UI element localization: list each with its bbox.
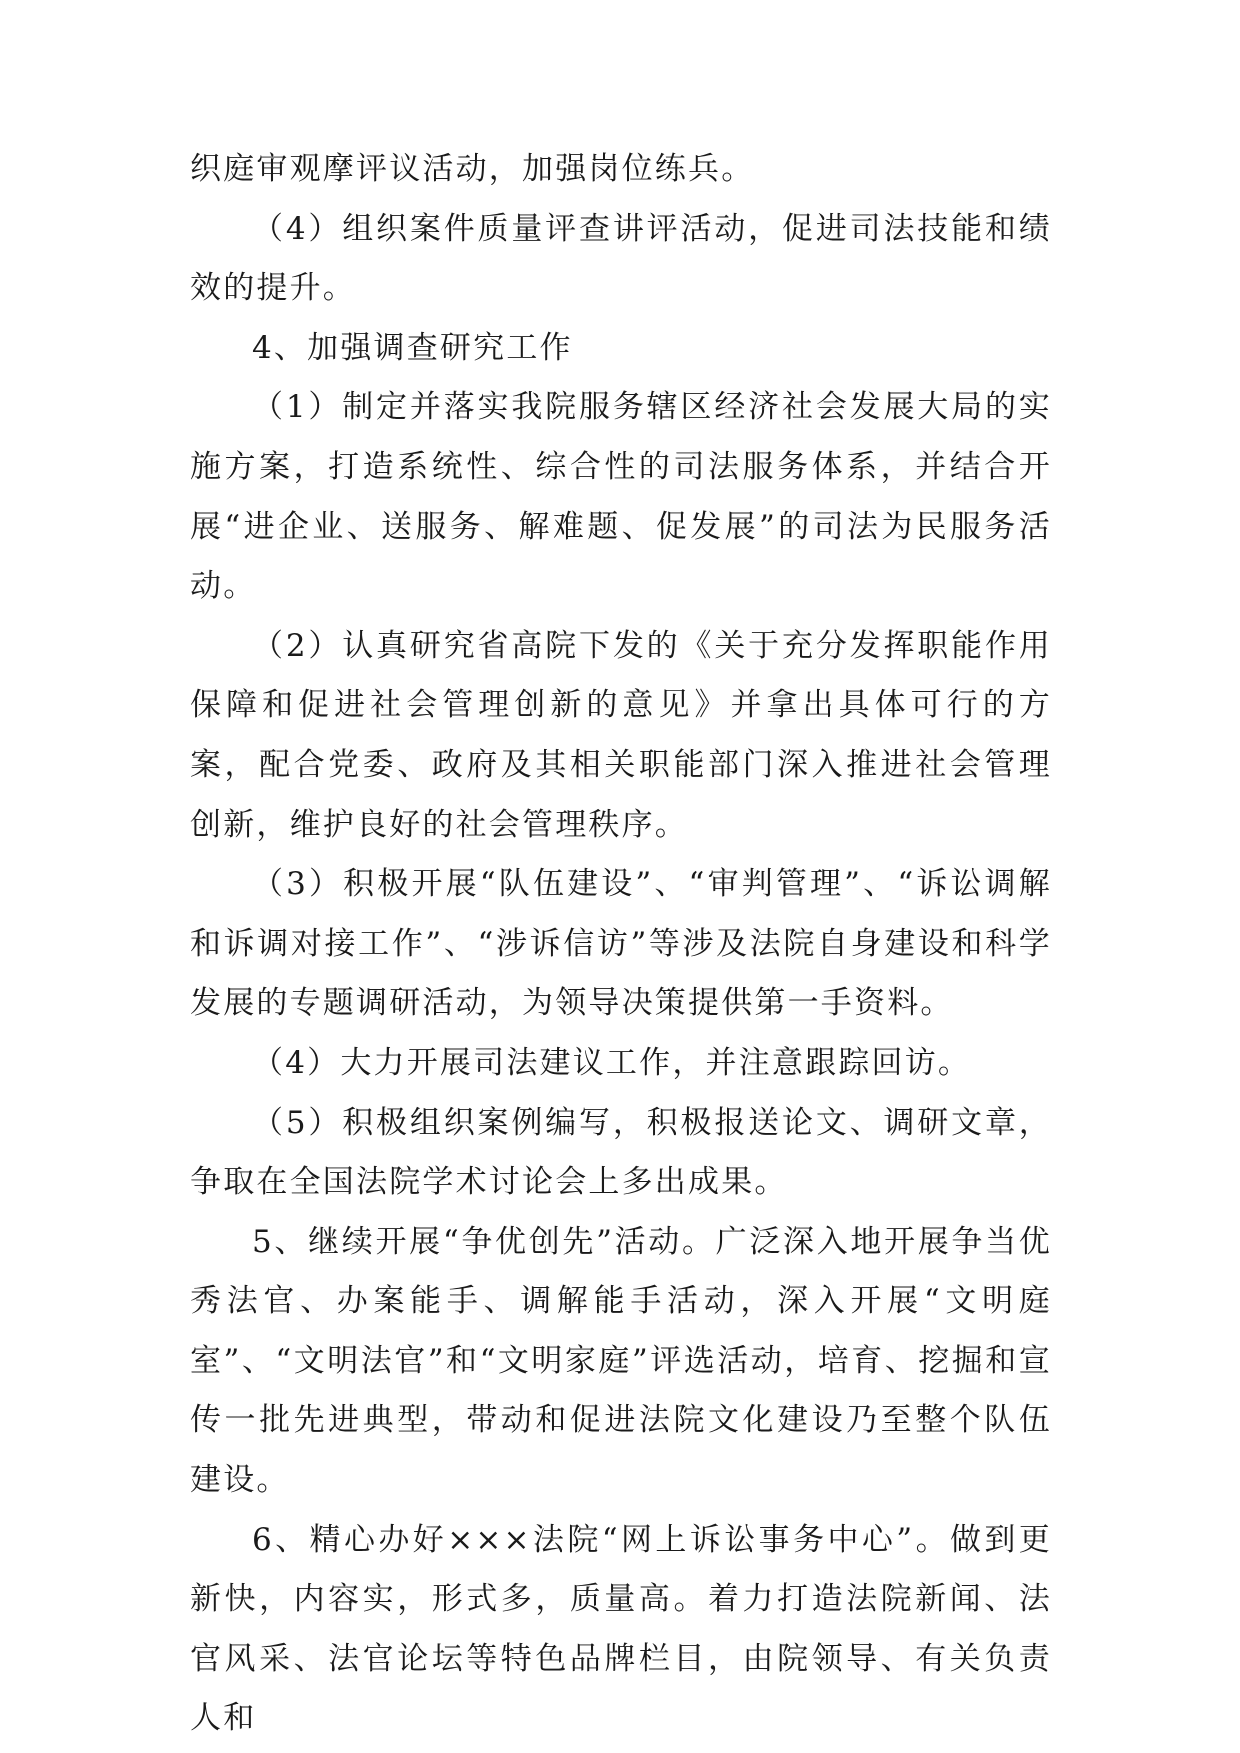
section-paragraph-5-excellence: 5、继续开展“争优创先”活动。广泛深入地开展争当优秀法官、办案能手、调解能手活动，深入开展“文明庭室”、“文明法官”和“文明家庭”评选活动，培育、挖掘和宣传一批先进典型，带动和促进法院文化建设乃至整个队伍建设。 (190, 1223, 1052, 1499)
paragraph-item-2-social-management: （2）认真研究省高院下发的《关于充分发挥职能作用保障和促进社会管理创新的意见》并拿出具体可行的方案，配合党委、政府及其相关职能部门深入推进社会管理创新，维护良好的社会管理秩序。 (190, 627, 1052, 843)
paragraph-item-4-case-quality: （4）组织案件质量评查讲评活动，促进司法技能和绩效的提升。 (190, 210, 1052, 307)
paragraph-item-4-judicial-advice: （4）大力开展司法建议工作，并注意跟踪回访。 (252, 1044, 972, 1081)
document-body (190, 140, 1052, 1749)
paragraph-item-3-research-activities: （3）积极开展“队伍建设”、“审判管理”、“诉讼调解和诉调对接工作”、“涉诉信访”等涉及法院自身建设和科学发展的专题调研活动，为领导决策提供第一手资料。 (190, 866, 1052, 1022)
paragraph-item-1-service-plan: （1）制定并落实我院服务辖区经济社会发展大局的实施方案，打造系统性、综合性的司法服务体系，并结合开展“进企业、送服务、解难题、促发展”的司法为民服务活动。 (190, 389, 1052, 605)
paragraph-continuation: 织庭审观摩评议活动，加强岗位练兵。 (190, 151, 755, 187)
section-paragraph-6-online-center: 6、精心办好×××法院“网上诉讼事务中心”。做到更新快，内容实，形式多，质量高。着力打造法院新闻、法官风采、法官论坛等特色品牌栏目，由院领导、有关负责人和 (190, 1521, 1052, 1737)
paragraph-item-5-case-writing: （5）积极组织案例编写，积极报送论文、调研文章，争取在全国法院学术讨论会上多出成果。 (190, 1104, 1052, 1201)
section-heading-research: 4、加强调查研究工作 (252, 329, 573, 366)
